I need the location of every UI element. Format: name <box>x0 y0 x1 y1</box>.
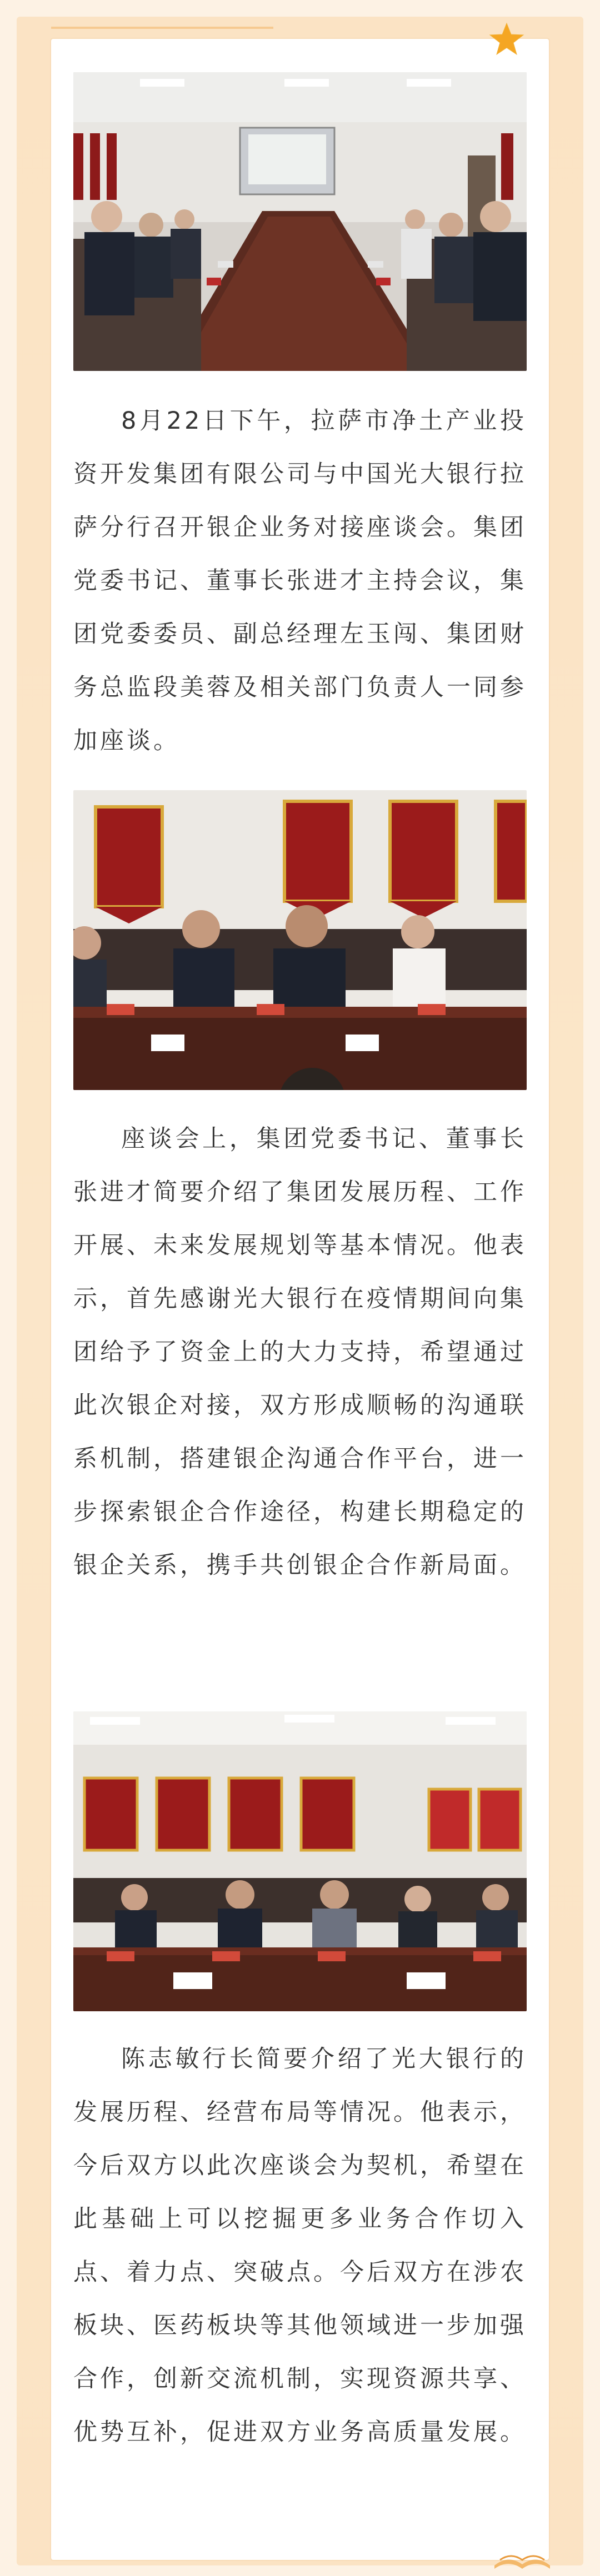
meeting-photo-2 <box>73 790 527 1090</box>
book-icon <box>489 2538 556 2571</box>
meeting-photo-1 <box>73 72 527 371</box>
paragraph-2: 座谈会上，集团党委书记、董事长张进才简要介绍了集团发展历程、工作开展、未来发展规划等基本情况。他表示，首先感谢光大银行在疫情期间向集团给予了资金上的大力支持，希望通过此次银企对接，双方形成顺畅的沟通联系机制，搭建银企沟通合作平台，进一步探索银企合作途径，构建长期稳定的银企关系，携手共创银企合作新局面。 <box>73 1125 527 1579</box>
paragraph-1: 8月22日下午，拉萨市净土产业投资开发集团有限公司与中国光大银行拉萨分行召开银企业务对接座谈会。集团党委书记、董事长张进才主持会议，集团党委委员、副总经理左玉闯、集团财务总监段美蓉及相关部门负责人一同参加座谈。 <box>73 407 527 755</box>
paragraph-3: 陈志敏行长简要介绍了光大银行的发展历程、经营布局等情况。他表示，今后双方以此次座谈会为契机，希望在此基础上可以挖掘更多业务合作切入点、着力点、突破点。今后双方在涉农板块、医药板块等其他领域进一步加强合作，创新交流机制，实现资源共享、优势互补，促进双方业务高质量发展。 <box>73 2045 527 2446</box>
star-icon <box>489 21 524 57</box>
top-divider <box>51 27 273 29</box>
meeting-photo-3 <box>73 1711 527 2011</box>
